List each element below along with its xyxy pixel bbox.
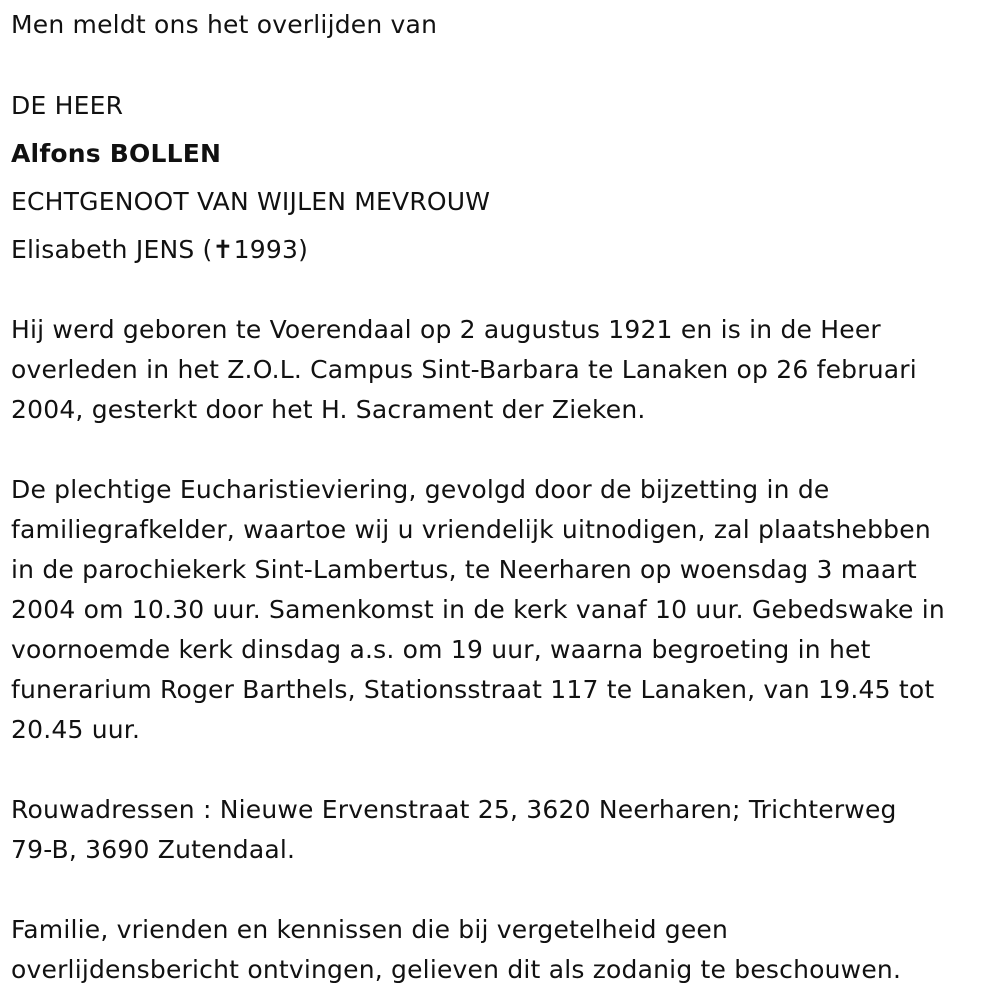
paragraph-line: overleden in het Z.O.L. Campus Sint-Barbara te Lanaken op 26 februari: [11, 355, 917, 384]
honorific: DE HEER: [11, 91, 124, 120]
paragraph-line: Familie, vrienden en kennissen die bij vergetelheid geen: [11, 915, 729, 944]
spouse-label: ECHTGENOOT VAN WIJLEN MEVROUW: [11, 187, 491, 216]
paragraph-line: familiegrafkelder, waartoe wij u vriendelijk uitnodigen, zal plaatshebben: [11, 515, 931, 544]
paragraph-line: 2004, gesterkt door het H. Sacrament der Zieken.: [11, 395, 646, 424]
deceased-name: Alfons BOLLEN: [11, 139, 222, 168]
closing-paragraph: [11, 910, 991, 990]
paragraph-line: De plechtige Eucharistieviering, gevolgd door de bijzetting in de: [11, 475, 830, 504]
birth-death-paragraph: [11, 310, 991, 430]
intro-text: Men meldt ons het overlijden van: [11, 10, 438, 39]
paragraph-line: Hij werd geboren te Voerendaal op 2 augustus 1921 en is in de Heer: [11, 315, 881, 344]
paragraph-line: 20.45 uur.: [11, 715, 141, 744]
paragraph-line: 2004 om 10.30 uur. Samenkomst in de kerk vanaf 10 uur. Gebedswake in: [11, 595, 945, 624]
paragraph-line: voornoemde kerk dinsdag a.s. om 19 uur, waarna begroeting in het: [11, 635, 871, 664]
paragraph-line: 79-B, 3690 Zutendaal.: [11, 835, 296, 864]
addresses-paragraph: [11, 790, 991, 870]
paragraph-line: funerarium Roger Barthels, Stationsstraat 117 te Lanaken, van 19.45 tot: [11, 675, 935, 704]
paragraph-line: in de parochiekerk Sint-Lambertus, te Neerharen op woensdag 3 maart: [11, 555, 917, 584]
spouse-name: Elisabeth JENS (✝1993): [11, 235, 309, 264]
ceremony-paragraph: [11, 470, 991, 750]
paragraph-line: overlijdensbericht ontvingen, gelieven dit als zodanig te beschouwen.: [11, 955, 902, 984]
paragraph-line: Rouwadressen : Nieuwe Ervenstraat 25, 3620 Neerharen; Trichterweg: [11, 795, 897, 824]
